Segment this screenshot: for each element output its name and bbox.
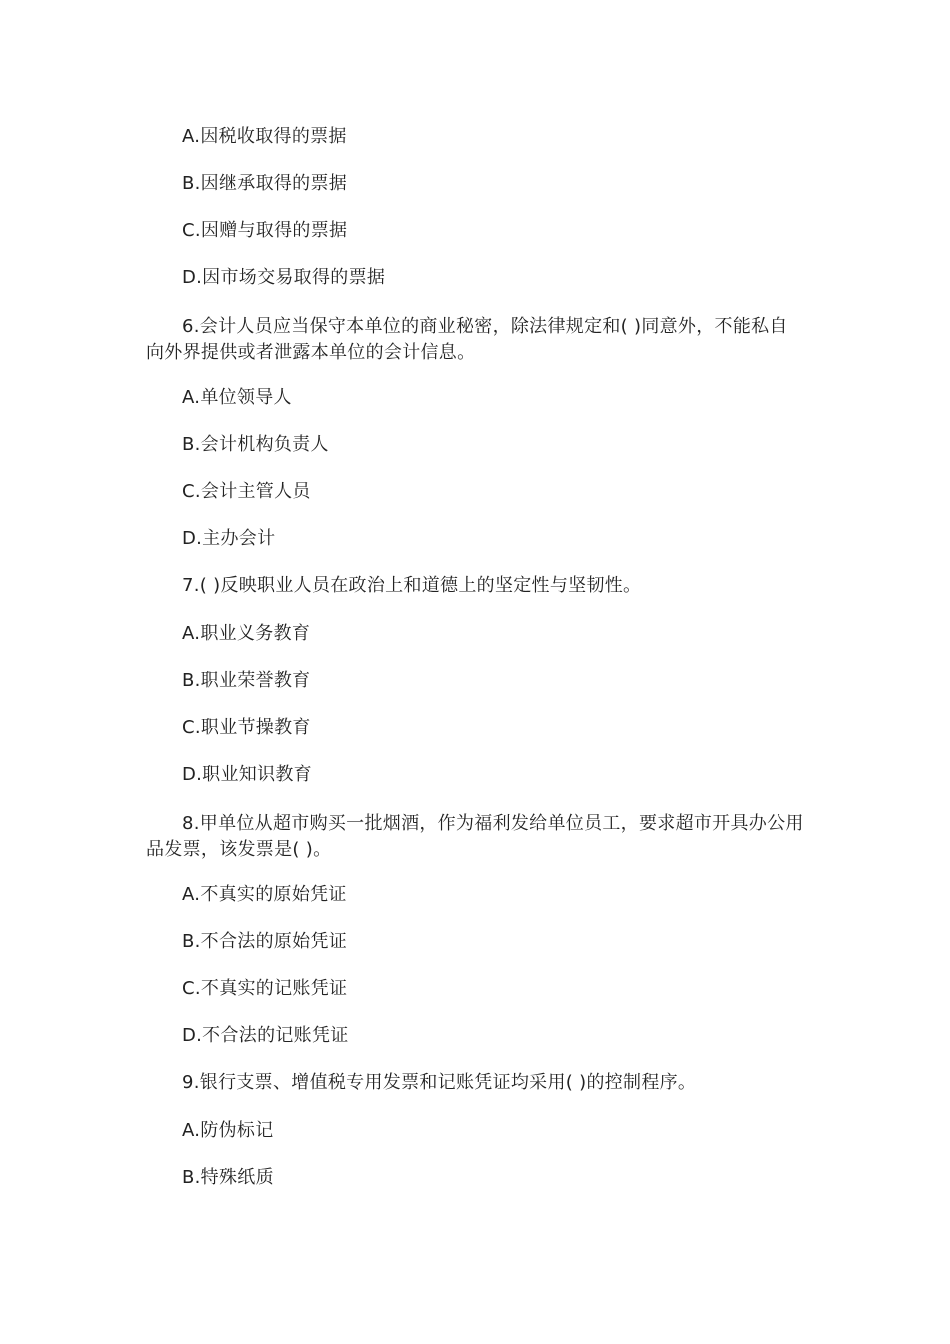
question-7: 7.( )反映职业人员在政治上和道德上的坚定性与坚韧性。 <box>182 575 642 596</box>
option-a-q8: A.不真实的原始凭证 <box>182 884 347 905</box>
question-8: 8.甲单位从超市购买一批烟酒，作为福利发给单位员工，要求超市开具办公用品发票，该发票是( )。 <box>146 813 804 860</box>
option-d-q7: D.职业知识教育 <box>182 764 312 785</box>
option-d-q5: D.因市场交易取得的票据 <box>182 267 386 288</box>
option-c-q7: C.职业节操教育 <box>182 717 311 738</box>
option-b-q8: B.不合法的原始凭证 <box>182 931 348 952</box>
option-d-q8: D.不合法的记账凭证 <box>182 1025 349 1046</box>
option-b-q5: B.因继承取得的票据 <box>182 173 348 194</box>
option-a-q7: A.职业义务教育 <box>182 623 311 644</box>
option-a-q5: A.因税收取得的票据 <box>182 126 347 147</box>
option-b-q7: B.职业荣誉教育 <box>182 670 311 691</box>
option-a-q9: A.防伪标记 <box>182 1120 274 1141</box>
option-c-q8: C.不真实的记账凭证 <box>182 978 348 999</box>
option-b-q9: B.特殊纸质 <box>182 1167 274 1188</box>
option-a-q6: A.单位领导人 <box>182 387 292 408</box>
option-c-q6: C.会计主管人员 <box>182 481 311 502</box>
option-c-q5: C.因赠与取得的票据 <box>182 220 348 241</box>
option-d-q6: D.主办会计 <box>182 528 276 549</box>
question-6: 6.会计人员应当保守本单位的商业秘密，除法律规定和( )同意外，不能私自向外界提供或者泄露本单位的会计信息。 <box>146 316 788 363</box>
option-b-q6: B.会计机构负责人 <box>182 434 329 455</box>
question-9: 9.银行支票、增值税专用发票和记账凭证均采用( )的控制程序。 <box>182 1072 697 1093</box>
